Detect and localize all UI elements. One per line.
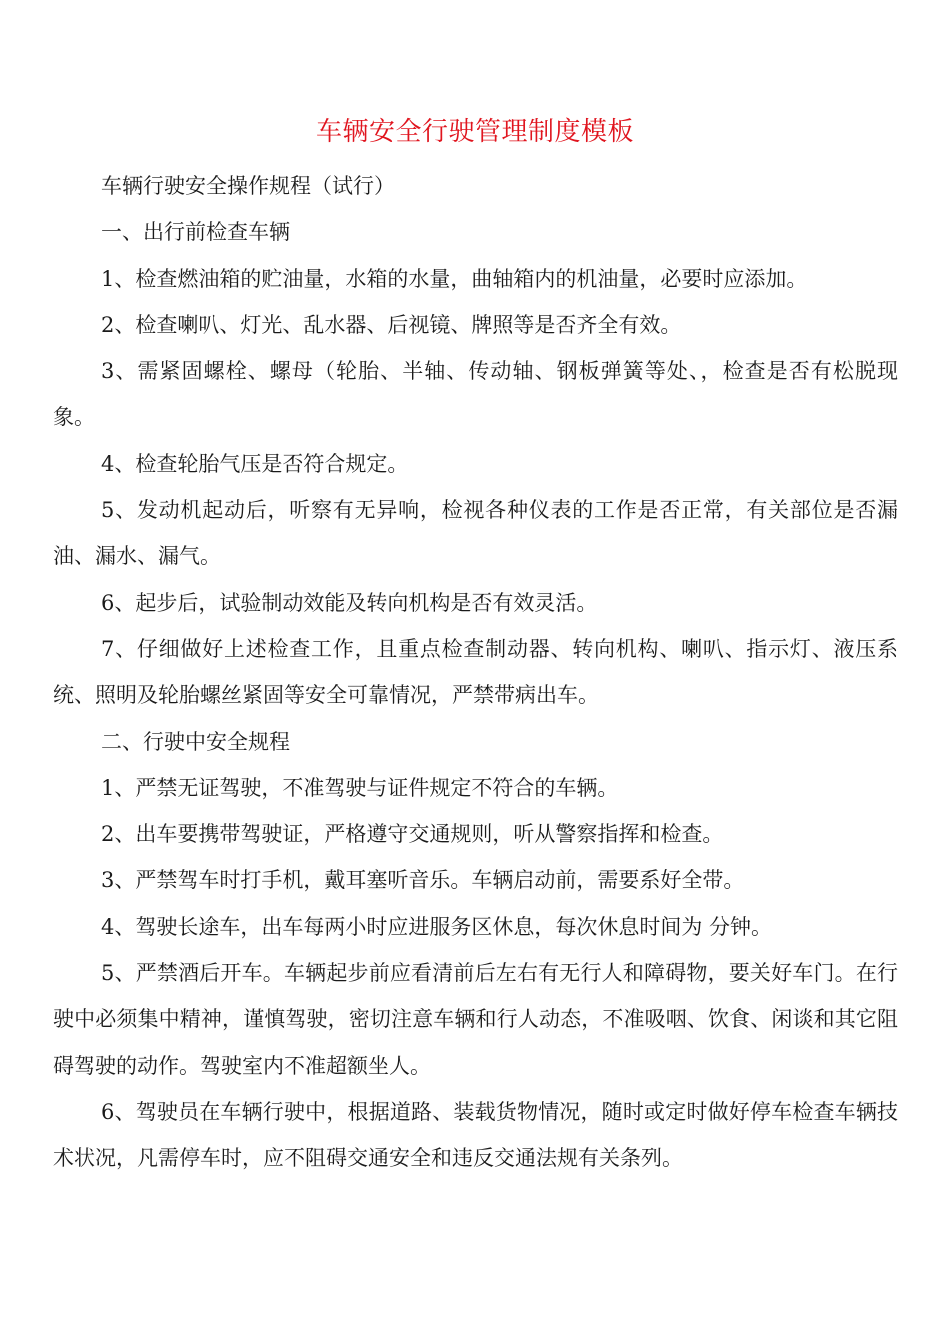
list-item: 3、需紧固螺栓、螺母（轮胎、半轴、传动轴、钢板弹簧等处、，检查是否有松脱现象。 <box>53 359 898 430</box>
document-title: 车辆安全行驶管理制度模板 <box>315 117 634 147</box>
section-heading-driving: 二、行驶中安全规程 <box>101 729 290 754</box>
list-item: 7、仔细做好上述检查工作，且重点检查制动器、转向机构、喇叭、指示灯、液压系统、照明及轮胎螺丝紧固等安全可靠情况，严禁带病出车。 <box>53 636 898 708</box>
list-item: 6、起步后，试验制动效能及转向机构是否有效灵活。 <box>101 590 598 615</box>
list-item: 2、检查喇叭、灯光、乱水器、后视镜、牌照等是否齐全有效。 <box>101 312 682 337</box>
subtitle-paragraph: 车辆行驶安全操作规程（试行） <box>101 174 395 198</box>
list-item: 5、严禁酒后开车。车辆起步前应看清前后左右有无行人和障碍物，要关好车门。在行驶中必须集中精神，谨慎驾驶，密切注意车辆和行人动态，不准吸咽、饮食、闲谈和其它阻碍驾驶的动作。驾驶室内不准超额坐人。 <box>53 961 898 1078</box>
section-heading-pre-trip: 一、出行前检查车辆 <box>101 220 290 245</box>
list-item: 2、出车要携带驾驶证，严格遵守交通规则，听从警察指挥和检查。 <box>101 822 724 847</box>
list-item: 5、发动机起动后，听察有无异响，检视各种仪表的工作是否正常，有关部位是否漏油、漏水、漏气。 <box>53 498 898 569</box>
list-item: 3、严禁驾车时打手机，戴耳塞听音乐。车辆启动前，需要系好全带。 <box>101 868 745 893</box>
list-item: 6、驾驶员在车辆行驶中，根据道路、装载货物情况，随时或定时做好停车检查车辆技术状况，凡需停车时，应不阻碍交通安全和违反交通法规有关条列。 <box>53 1099 898 1171</box>
list-item: 1、检查燃油箱的贮油量，水箱的水量，曲轴箱内的机油量，必要时应添加。 <box>101 266 808 291</box>
list-item: 1、严禁无证驾驶，不准驾驶与证件规定不符合的车辆。 <box>101 775 619 800</box>
list-item: 4、检查轮胎气压是否符合规定。 <box>101 451 409 476</box>
document-body <box>53 163 898 1182</box>
list-item: 4、驾驶长途车，出车每两小时应进服务区休息，每次休息时间为 分钟。 <box>101 914 773 939</box>
